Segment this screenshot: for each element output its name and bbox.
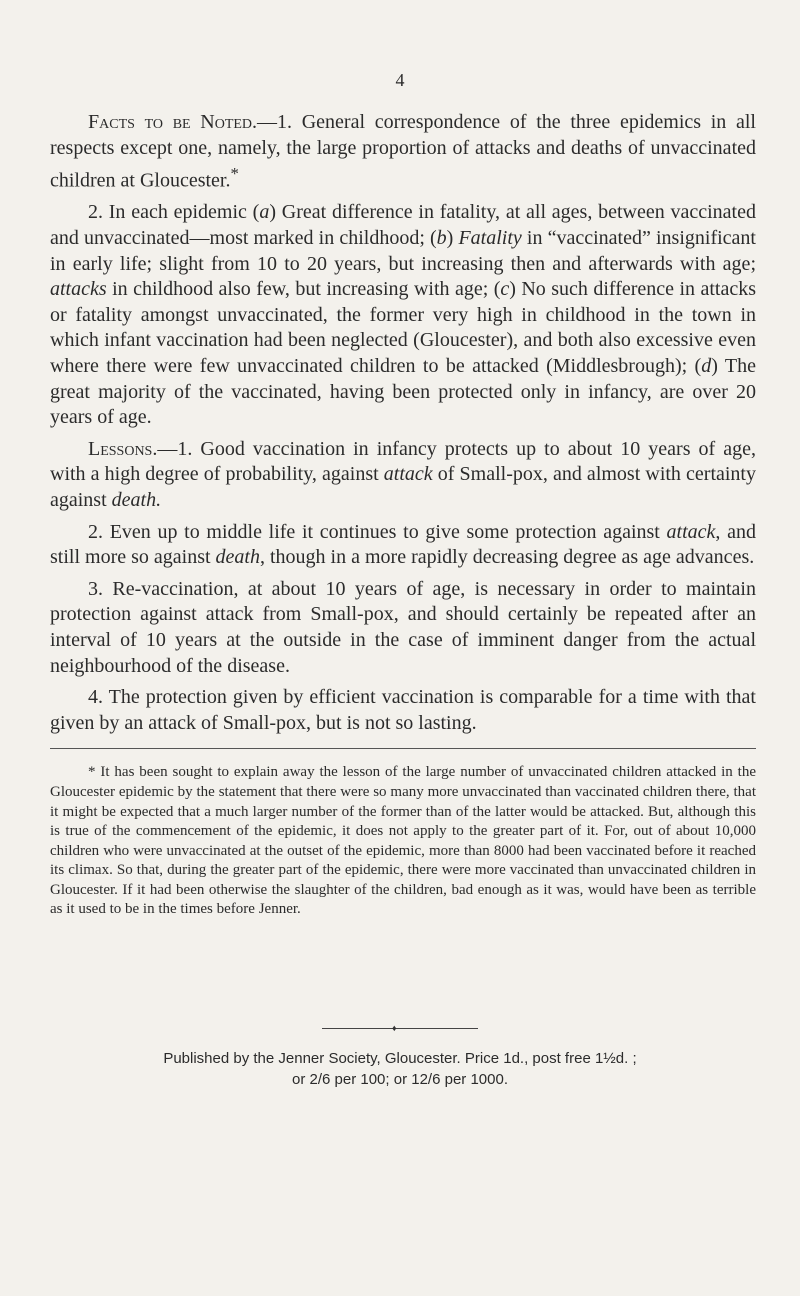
facts-point-1: —1. General correspondence of the three epidemics in all respects except one, namely, the large proportion of attacks and deaths of unvaccinated children at Gloucester. [50,111,756,192]
publisher-line-2: or 2/6 per 100; or 12/6 per 1000. [292,1071,508,1088]
emphasis-attacks: attacks [50,278,107,301]
facts-paragraph-2 [50,200,756,430]
facts-text: ) No such difference in attacks or fatality amongst unvaccinated, the former very high in childhood in the town in which infant vaccination had been neglected (Gloucester), and both also excessive even where there were few unvaccinated children to be attacked (Middlesbrough); ( [50,278,757,377]
publisher-line-1: Published by the Jenner Society, Gloucester. Price 1d., post free 1½d. ; [163,1050,637,1067]
emphasis-death: death [215,546,260,569]
facts-text: in childhood also few, but increasing with age; ( [106,278,501,301]
item-letter-a: a [259,201,270,224]
footnote-divider [50,748,756,749]
lesson-text: , though in a more rapidly decreasing degree as age advances. [259,546,755,569]
facts-text: ) [446,227,459,250]
facts-text: ) Great difference in fatality, at all ages, between vaccinated and unvaccinated—most marked in childhood; ( [50,201,756,250]
page-number: 4 [395,70,405,90]
lesson-1 [50,437,756,514]
facts-paragraph-1 [50,110,756,194]
ornament-line [322,1028,478,1029]
facts-text: ) The great majority of the vaccinated, having been protected only in infancy, are over 20 years of age. [50,355,756,429]
facts-heading: Facts to be Noted. [88,111,258,133]
footnote: * It has been sought to explain away the lesson of the large number of unvaccinated children attacked in the Gloucester epidemic by the statement that there were so many more unvaccinated than vaccinated children there, that it might be expected that a much larger number of the former than of the latter would be attacked. But, although this is true of the commencement of the epidemic, it does not apply to the greater part of it. For, out of about 10,000 children who were unvaccinated at the outset of the epidemic, more than 8000 had been vaccinated before it reached its climax. So that, during the greater part of the epidemic, there were more vaccinated than unvaccinated children in Gloucester. If it had been otherwise the slaughter of the children, bad enough as it was, would have been as terrible as it used to be in the times before Jenner. [50,764,756,918]
emphasis-death: death. [111,488,162,511]
ornament-dot-icon: ♦ [392,1023,397,1033]
lesson-3: 3. Re-vaccination, at about 10 years of age, is necessary in order to maintain protection against attack from Small-pox, and should certainly be repeated after an interval of 10 years at the outside in the case of imminent danger from the actual neighbourhood of the disease. [50,577,756,677]
page-body [50,110,756,920]
lesson-text: , and still more so against [50,520,756,569]
item-letter-b: b [436,227,447,250]
facts-text: in “vaccinated” insignificant in early life; slight from 10 to 20 years, but increasing then and afterwards with age; [50,227,756,275]
item-letter-d: d [701,355,712,377]
emphasis-fatality: Fatality [458,227,522,250]
item-letter-c: c [500,278,510,301]
lesson-text: —1. Good vaccination in infancy protects up to about 10 years of age, with a high degree of probability, against [50,437,756,486]
publisher-imprint [0,1048,800,1090]
footnote-mark: * [230,164,239,184]
lesson-2 [50,520,756,571]
lesson-4: 4. The protection given by efficient vaccination is comparable for a time with that given by an attack of Small-pox, but is not so lasting. [50,686,756,734]
facts-text: 2. In each epidemic ( [88,201,260,224]
lessons-heading: Lessons. [88,437,158,460]
emphasis-attack: attack [383,463,433,486]
ornament-divider [322,1022,478,1034]
lesson-text: of Small-pox, and almost with certainty against [50,463,756,511]
lesson-text: 2. Even up to middle life it continues to give some protection against [88,520,667,543]
emphasis-attack: attack [666,520,716,543]
